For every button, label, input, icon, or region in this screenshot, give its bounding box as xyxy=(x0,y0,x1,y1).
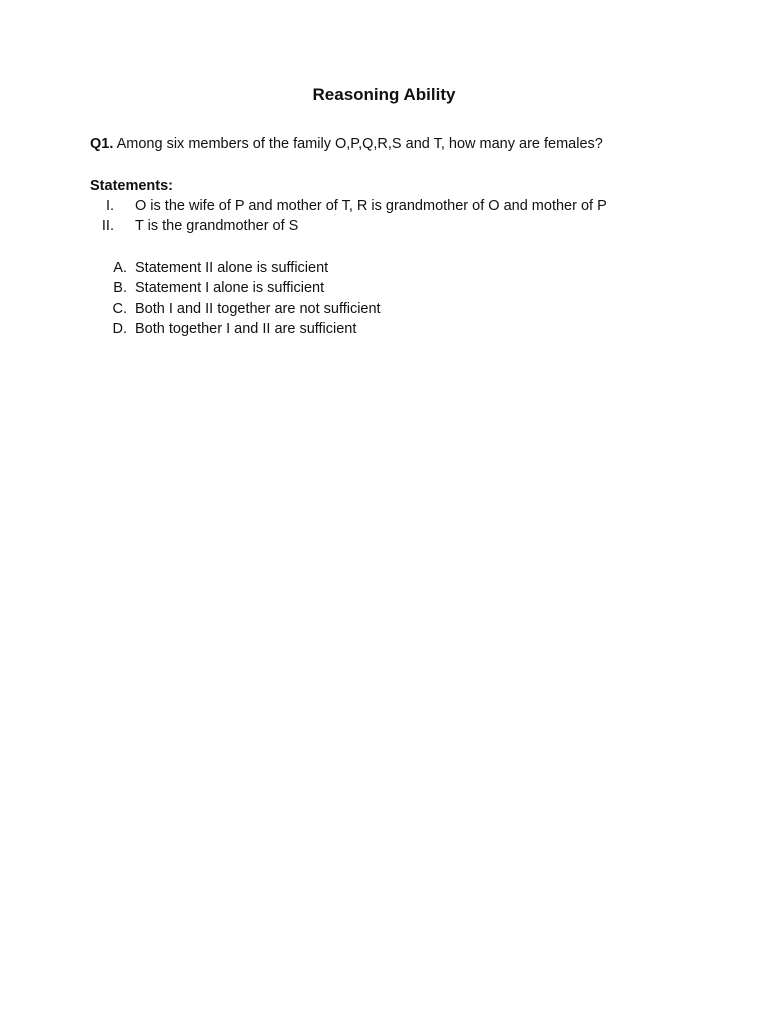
option-marker: B. xyxy=(113,280,127,296)
question-number: Q1. xyxy=(90,136,114,152)
option-text: Statement I alone is sufficient xyxy=(135,280,325,296)
statement-marker: I. xyxy=(105,198,114,214)
option-marker: C. xyxy=(112,301,127,317)
option-text: Both I and II together are not sufficient xyxy=(135,301,381,317)
option-marker: A. xyxy=(113,260,127,276)
statements-label: Statements: xyxy=(90,178,173,194)
statement-marker: II. xyxy=(101,218,114,234)
page-title: Reasoning Ability xyxy=(312,85,456,104)
statement-text: T is the grandmother of S xyxy=(135,218,299,234)
question xyxy=(90,135,603,153)
question-text: Among six members of the family O,P,Q,R,S and T, how many are females? xyxy=(116,136,603,152)
statement-text: O is the wife of P and mother of T, R is grandmother of O and mother of P xyxy=(135,198,607,214)
option-text: Both together I and II are sufficient xyxy=(135,321,357,337)
option-text: Statement II alone is sufficient xyxy=(135,260,329,276)
option-marker: D. xyxy=(112,321,127,337)
